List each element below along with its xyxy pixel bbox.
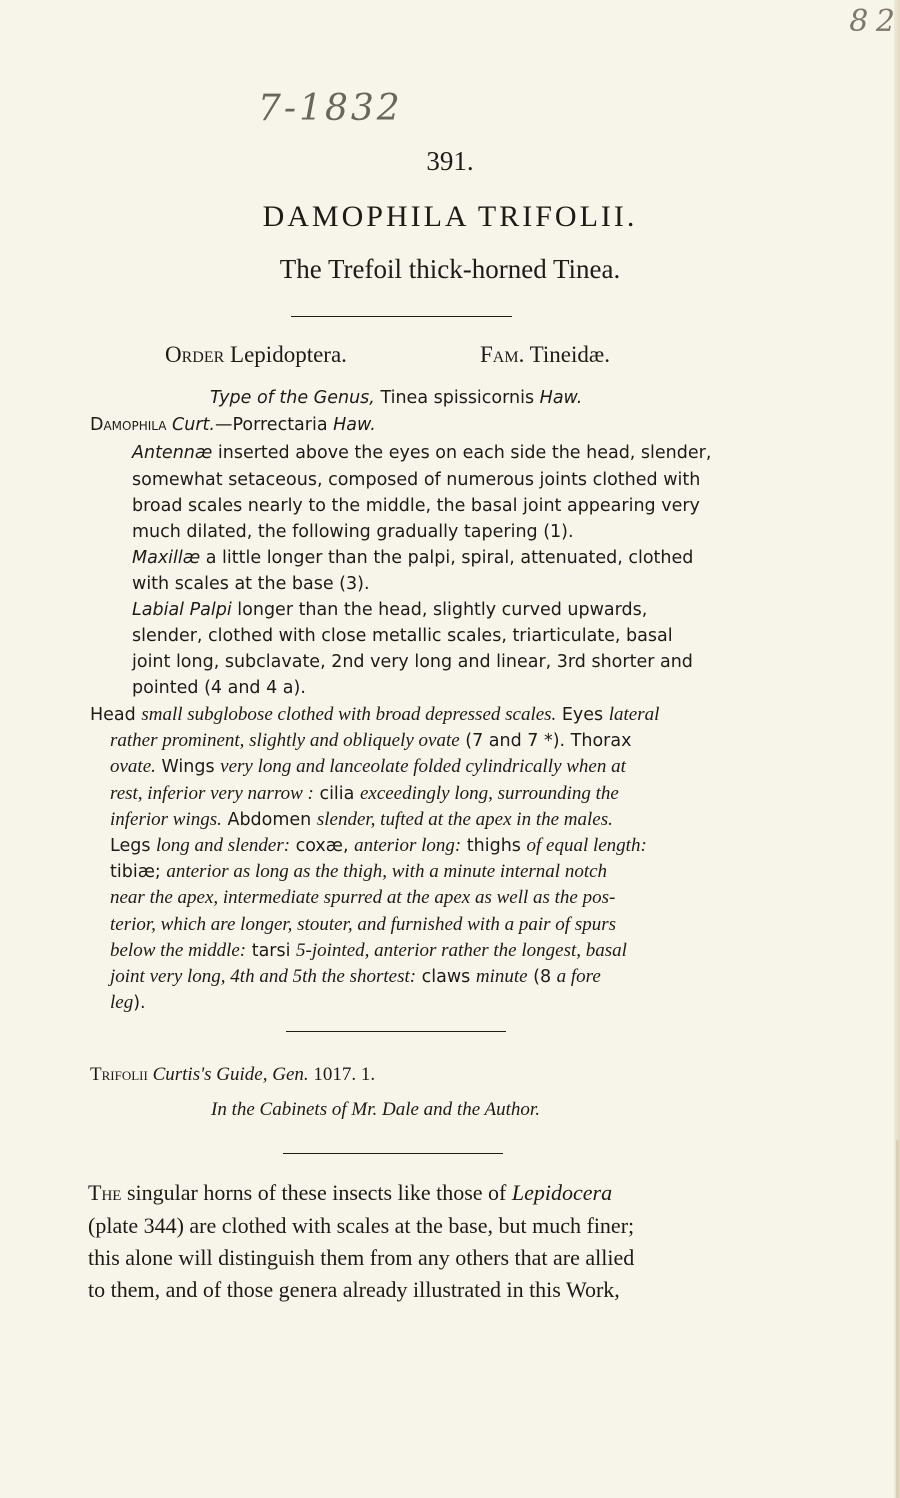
- head-description-run: small subglobose clothed with broad depressed scales.: [141, 704, 557, 725]
- body-text-line: (plate 344) are clothed with scales at the base, but much finer;: [88, 1213, 635, 1238]
- head-description-line: [110, 914, 616, 936]
- genus-author: Curt.: [172, 415, 215, 435]
- head-description-run: cilia: [313, 783, 360, 804]
- palpi-description-line: joint long, subclavate, 2nd very long and linear, 3rd shorter and: [132, 652, 693, 672]
- body-first-word: The: [88, 1180, 122, 1205]
- head-description-line: [110, 835, 647, 857]
- head-description-run: terior, which are longer, stouter, and furnished with a pair of spurs: [110, 913, 616, 935]
- body-text-line: to them, and of those genera already illustrated in this Work,: [88, 1277, 620, 1302]
- genus-synonym-author: Haw.: [333, 415, 376, 435]
- synonymy-line: [90, 1064, 375, 1086]
- head-description-run: ovate.: [110, 756, 156, 778]
- head-description-line: [110, 940, 627, 962]
- head-description-run: slender, tufted at the apex in the males.: [316, 808, 613, 830]
- palpi-text: longer than the head, slightly curved upwards,: [237, 600, 648, 620]
- head-description-line: [110, 756, 626, 778]
- head-description-run: Wings: [155, 757, 221, 778]
- divider-rule: [291, 316, 512, 317]
- body-genus-name: Lepidocera: [511, 1180, 613, 1205]
- head-description-run: long and slender:: [156, 835, 291, 856]
- family-value: Tineidæ.: [529, 342, 610, 367]
- common-name: The Trefoil thick-horned Tinea.: [279, 254, 621, 284]
- head-description-line: [90, 704, 659, 726]
- head-description-line: [110, 992, 146, 1014]
- head-description-run: very long and lanceolate folded cylindrically when at: [220, 756, 626, 778]
- order-classification: [165, 342, 347, 368]
- genus-dash: —: [214, 415, 233, 435]
- antennae-description-line: broad scales nearly to the middle, the basal joint appearing very: [132, 496, 700, 516]
- synonymy-reference: Curtis's Guide, Gen.: [152, 1064, 309, 1085]
- head-description-run: Legs: [110, 836, 156, 856]
- head-description-line: [110, 730, 631, 752]
- genus-synonym: Porrectaria: [232, 415, 328, 435]
- genus-name: Damophila: [90, 415, 167, 435]
- type-of-genus-line: [210, 388, 582, 408]
- head-description-run: joint very long, 4th and 5th the shortest:: [110, 966, 417, 987]
- palpi-description-line: pointed (4 and 4 a).: [132, 678, 306, 698]
- plate-number: 391.: [426, 146, 474, 176]
- maxillae-term: Maxillæ: [132, 548, 201, 568]
- head-description-run: ).: [133, 993, 146, 1014]
- head-description-run: of equal length:: [526, 835, 647, 856]
- head-description-run: (7 and 7 *). Thorax: [459, 731, 632, 752]
- head-description-run: Eyes: [556, 705, 609, 725]
- head-description-run: coxæ,: [290, 836, 355, 856]
- head-description-run: near the apex, intermediate spurred at the apex as well as the pos-: [110, 887, 616, 909]
- head-description-run: anterior long:: [354, 835, 462, 856]
- antennae-term: Antennæ: [132, 443, 213, 463]
- head-description-run: (8: [527, 967, 557, 987]
- family-classification: [480, 342, 610, 368]
- body-text-fragment: singular horns of these insects like those of: [126, 1180, 507, 1205]
- order-value: Lepidoptera.: [230, 342, 347, 367]
- head-description-run: Abdomen: [221, 809, 317, 830]
- head-description-line: [110, 809, 613, 831]
- head-description-line: [110, 783, 619, 805]
- antennae-description-line: much dilated, the following gradually tapering (1).: [132, 522, 574, 542]
- head-description-run: below the middle:: [110, 939, 247, 961]
- type-author: Haw.: [539, 388, 583, 408]
- head-description-run: tibiæ;: [110, 862, 167, 883]
- synonymy-species: Trifolii: [90, 1064, 148, 1085]
- head-description-run: 5-jointed, anterior rather the longest, basal: [296, 939, 627, 961]
- scientific-name: DAMOPHILA TRIFOLII.: [262, 200, 638, 233]
- head-description-run: thighs: [461, 836, 527, 856]
- palpi-description-line: slender, clothed with close metallic scales, triarticulate, basal: [132, 626, 673, 646]
- head-description-run: minute: [475, 966, 528, 987]
- body-text-line: [88, 1180, 612, 1206]
- head-description-run: claws: [416, 967, 476, 987]
- palpi-term: Labial Palpi: [132, 600, 232, 620]
- handwritten-accession-mark: 7-1832: [258, 88, 403, 129]
- corner-handwritten-mark: 8 2: [849, 4, 894, 39]
- head-description-run: Head: [90, 705, 142, 725]
- head-description-run: exceedingly long, surrounding the: [359, 782, 619, 804]
- body-text-line: this alone will distinguish them from any others that are allied: [88, 1245, 635, 1270]
- head-description-line: [110, 966, 601, 988]
- type-species: Tinea spissicornis: [380, 388, 535, 408]
- maxillae-text: a little longer than the palpi, spiral, attenuated, clothed: [205, 548, 694, 568]
- maxillae-description-line: with scales at the base (3).: [132, 574, 370, 594]
- family-label: Fam.: [480, 342, 525, 367]
- divider-rule: [286, 1031, 506, 1032]
- antennae-description-line: [132, 443, 732, 463]
- page-edge-strip: [896, 1140, 899, 1498]
- head-description-run: tarsi: [246, 940, 297, 961]
- head-description-run: rather prominent, slightly and obliquely ovate: [110, 730, 460, 752]
- synonymy-number: 1017. 1.: [313, 1064, 376, 1085]
- head-description-run: inferior wings.: [110, 808, 222, 830]
- antennae-description-line: somewhat setaceous, composed of numerous joints clothed with: [132, 470, 701, 490]
- maxillae-description-line: [132, 548, 732, 568]
- palpi-description-line: [132, 600, 732, 620]
- head-description-line: [110, 887, 615, 909]
- head-description-line: [110, 861, 607, 883]
- divider-rule: [283, 1153, 503, 1154]
- head-description-run: a fore: [556, 966, 601, 987]
- antennae-text: inserted above the eyes on each side the head, slender,: [217, 443, 712, 463]
- order-label: Order: [165, 342, 225, 367]
- type-label: Type of the Genus,: [210, 388, 375, 408]
- head-description-run: leg: [110, 992, 134, 1014]
- head-description-run: anterior as long as the thigh, with a minute internal notch: [166, 861, 608, 883]
- head-description-run: lateral: [608, 704, 660, 725]
- head-description-run: rest, inferior very narrow :: [110, 782, 314, 804]
- cabinets-line: In the Cabinets of Mr. Dale and the Author.: [211, 1099, 540, 1120]
- genus-line: [90, 415, 376, 435]
